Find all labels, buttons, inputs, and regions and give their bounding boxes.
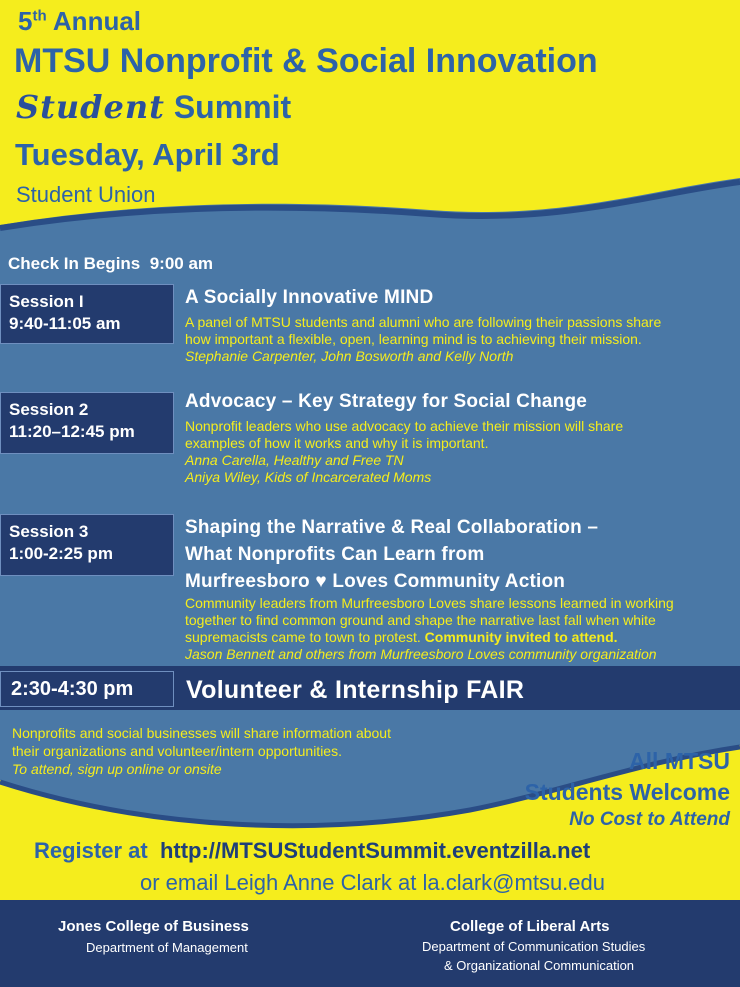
event-date: Tuesday, April 3rd — [15, 137, 280, 172]
heart-icon: ♥ — [315, 571, 327, 592]
fair-time: 2:30-4:30 pm — [11, 678, 134, 700]
session-3-title: Shaping the Narrative & Real Collaboration – What Nonprofits Can Learn from Murfreesboro ♥ Loves Community Action — [185, 517, 599, 592]
session-2-time: 11:20–12:45 pm — [9, 422, 135, 441]
register-line: Register at http://MTSUStudentSummit.eventzilla.net — [34, 838, 591, 863]
session-1-name: Session I — [9, 292, 84, 311]
event-venue: Student Union — [16, 182, 156, 207]
session-2-name: Session 2 — [9, 400, 89, 419]
session-2-title: Advocacy – Key Strategy for Social Change — [185, 391, 588, 412]
session-2-speaker-1: Anna Carella, Healthy and Free TN — [185, 452, 404, 468]
session-2-desc: Nonprofit leaders who use advocacy to achieve their mission will share examples of how it works and why it is important. Anna Carella, Healthy and Free TN Aniya Wiley, Kids of Incarcerated Moms — [185, 418, 735, 486]
session-1-time: 9:40-11:05 am — [9, 314, 121, 333]
session-2-box — [0, 392, 174, 454]
footer-left-title: Jones College of Business — [58, 918, 249, 935]
email-line[interactable]: or email Leigh Anne Clark at la.clark@mtsu.edu — [140, 870, 605, 895]
session-3-speakers: Jason Bennett and others from Murfreesboro Loves community organization — [185, 646, 657, 662]
fair-desc: Nonprofits and social businesses will share information about their organizations and volunteer/intern opportunities. To attend, sign up online or onsite — [12, 724, 532, 778]
session-3-name: Session 3 — [9, 522, 89, 541]
summit-title: MTSU Nonprofit & Social Innovation — [14, 42, 598, 80]
footer-right-sub1: Department of Communication Studies — [422, 939, 646, 954]
session-2-speaker-2: Aniya Wiley, Kids of Incarcerated Moms — [185, 469, 432, 485]
welcome-block: All MTSU Students Welcome No Cost to Attend — [524, 748, 730, 830]
summit-word: Summit — [173, 89, 292, 125]
fair-time-box — [0, 671, 174, 707]
fair-note: To attend, sign up online or onsite — [12, 761, 222, 777]
register-url[interactable]: http://MTSUStudentSummit.eventzilla.net — [159, 838, 591, 863]
session-1-title: A Socially Innovative MIND — [185, 287, 434, 308]
student-word: Student — [16, 88, 165, 126]
footer-right-title: College of Liberal Arts — [450, 918, 610, 935]
community-invited: Community invited to attend. — [424, 629, 618, 645]
footer — [0, 900, 740, 987]
session-1-speakers: Stephanie Carpenter, John Bosworth and Kelly North — [185, 348, 514, 364]
footer-left-sub: Department of Management — [86, 940, 248, 955]
session-1-desc: A panel of MTSU students and alumni who are following their passions share how important a flexible, open, learning mind is to achieving their mission. Stephanie Carpenter, John Bosworth and Kelly North — [185, 314, 735, 365]
session-3-box — [0, 514, 174, 576]
student-summit-line — [16, 88, 291, 126]
session-3-desc: Community leaders from Murfreesboro Loves share lessons learned in working together to find common ground and shape the narrative last fall when white supremacists came to town to protest. Community invited to attend. Jason Bennett and others from Murfreesboro Loves community organization — [185, 595, 735, 663]
fair-title: Volunteer & Internship FAIR — [186, 676, 525, 704]
check-in-line: Check In Begins 9:00 am — [8, 254, 214, 273]
session-1-box — [0, 284, 174, 344]
session-3-time: 1:00-2:25 pm — [9, 544, 113, 563]
footer-right-sub2: & Organizational Communication — [444, 958, 635, 973]
edition-line: 5th Annual — [18, 6, 142, 36]
